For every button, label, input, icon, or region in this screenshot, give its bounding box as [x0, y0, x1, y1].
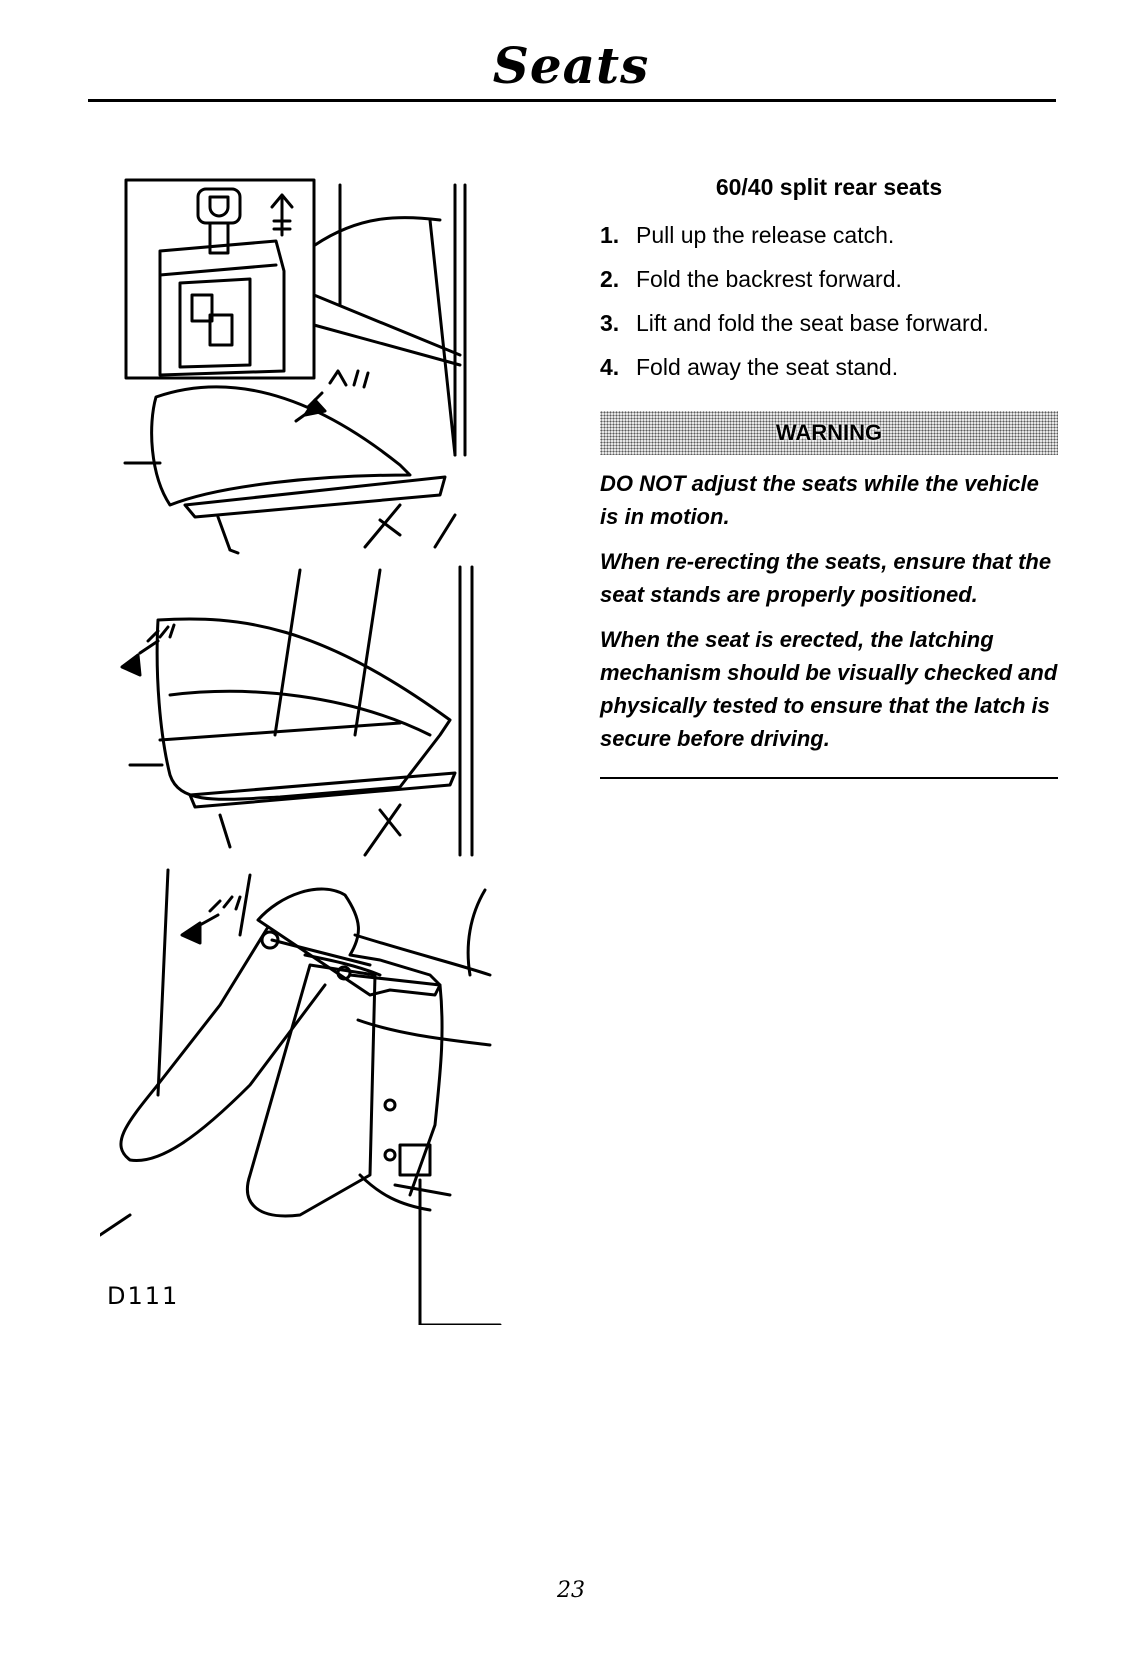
seat-folding-illustration — [100, 175, 530, 1325]
warning-banner — [600, 411, 1058, 455]
title-divider — [88, 99, 1056, 102]
panel-seat-base-forward — [122, 567, 472, 855]
step-number: 3. — [600, 310, 620, 336]
step-number: 2. — [600, 266, 620, 292]
section-title: 60/40 split rear seats — [715, 174, 943, 200]
panel-seat-stand — [100, 870, 500, 1325]
instructions-column — [600, 170, 1058, 779]
steps-list — [600, 221, 1058, 381]
list-item — [600, 221, 1058, 249]
list-item — [600, 353, 1058, 381]
step-number: 4. — [600, 354, 620, 380]
figure-label: D111 — [107, 1282, 180, 1310]
warning-paragraph: When the seat is erected, the latching mechanism should be visually checked and physically tested to ensure that the latch is secure before driving. — [600, 627, 1058, 751]
panel-release-catch — [126, 180, 465, 455]
warning-paragraph: DO NOT adjust the seats while the vehicle is in motion. — [600, 471, 1039, 529]
warning-paragraph: When re-erecting the seats, ensure that the seat stands are properly positioned. — [600, 549, 1052, 607]
list-item — [600, 265, 1058, 293]
step-text: Pull up the release catch. — [636, 222, 895, 248]
step-text: Fold away the seat stand. — [636, 354, 899, 380]
list-item — [600, 309, 1058, 337]
page-number: 23 — [557, 1578, 585, 1603]
warning-label: WARNING — [775, 420, 883, 445]
page-title: Seats — [492, 36, 650, 95]
step-text: Fold the backrest forward. — [636, 266, 902, 292]
step-text: Lift and fold the seat base forward. — [636, 310, 989, 336]
step-number: 1. — [600, 222, 620, 248]
warning-end-divider — [600, 777, 1058, 779]
panel-backrest-forward — [125, 371, 455, 553]
